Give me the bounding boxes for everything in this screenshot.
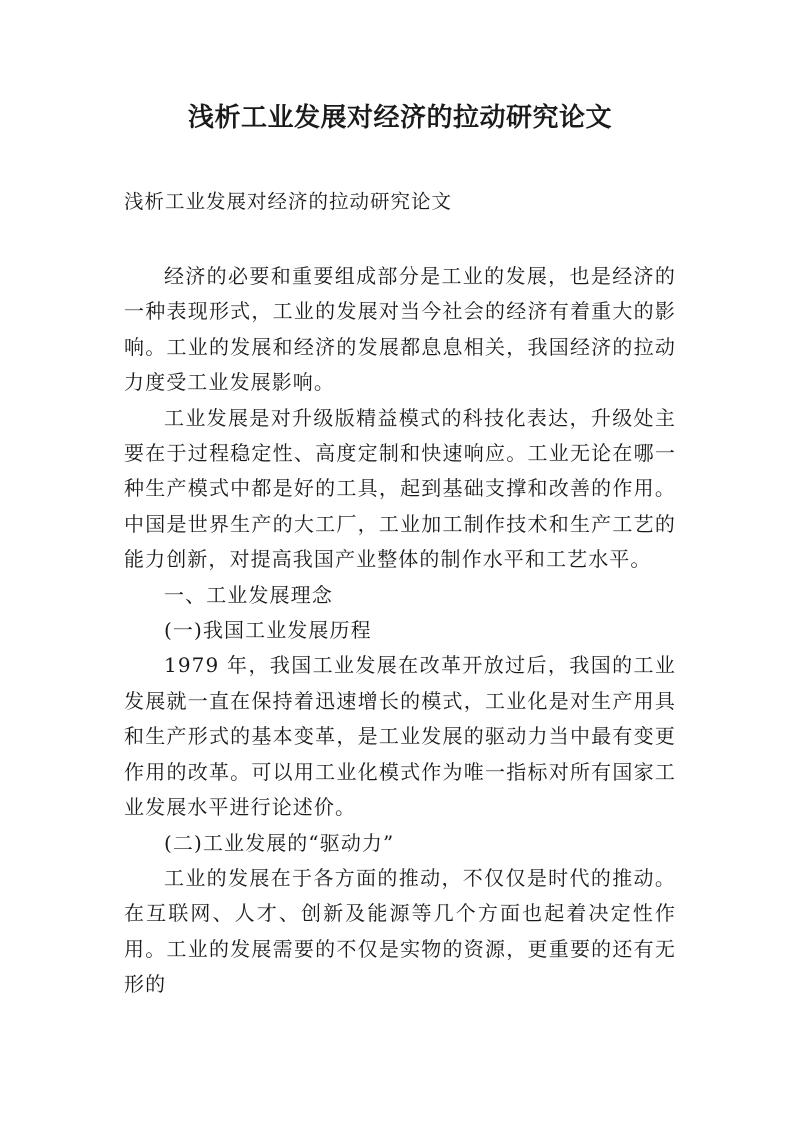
paragraph-driving-force: 工业的发展在于各方面的推动，不仅仅是时代的推动。在互联网、人才、创新及能源等几个方面也起着决定性作用。工业的发展需要的不仅是实物的资源，更重要的还有无形的 [124, 865, 676, 997]
document-title: 浅析工业发展对经济的拉动研究论文 [187, 103, 612, 133]
paragraph-intro: 经济的必要和重要组成部分是工业的发展，也是经济的一种表现形式，工业的发展对当今社会的经济有着重大的影响。工业的发展和经济的发展都息息相关，我国经济的拉动力度受工业发展影响。 [124, 264, 676, 395]
subsection-heading-1: (一)我国工业发展历程 [164, 618, 372, 643]
paragraph-history: 1979 年，我国工业发展在改革开放过后，我国的工业发展就一直在保持着迅速增长的模式，工业化是对生产用具和生产形式的基本变革，是工业发展的驱动力当中最有变更作用的改革。可以用工业化模式作为唯一指标对所有国家工业发展水平进行论述价。 [124, 653, 676, 820]
section-heading-1: 一、工业发展理念 [164, 582, 333, 607]
document-subtitle: 浅析工业发展对经济的拉动研究论文 [124, 190, 453, 213]
document-body [124, 259, 676, 1003]
paragraph-industry-development: 工业发展是对升级版精益模式的科技化表达，升级处主要在于过程稳定性、高度定制和快速响应。工业无论在哪一种生产模式中都是好的工具，起到基础支撑和改善的作用。中国是世界生产的大工厂，工业加工制作技术和生产工艺的能力创新，对提高我国产业整体的制作水平和工艺水平。 [124, 405, 676, 572]
subsection-heading-2: (二)工业发展的“驱动力” [164, 830, 395, 855]
